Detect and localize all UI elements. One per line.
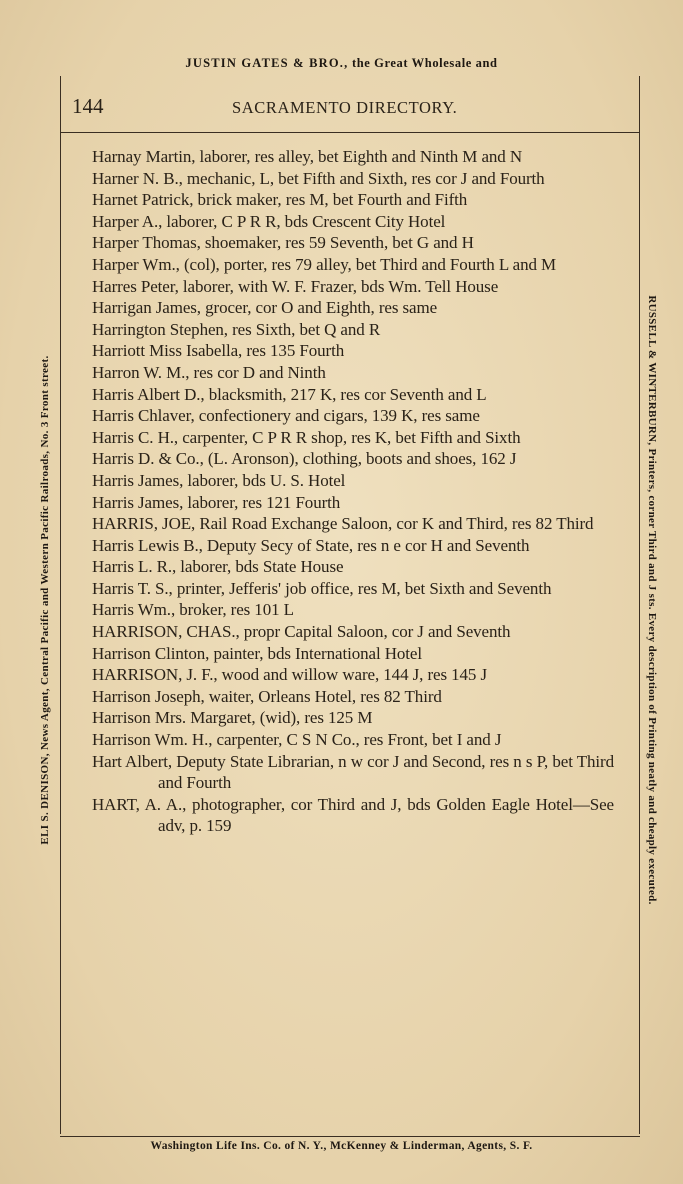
- directory-entry: Harris James, laborer, res 121 Fourth: [92, 492, 341, 512]
- directory-entry: HARRISON, J. F., wood and willow ware, 144 J, res 145 J: [92, 665, 487, 685]
- directory-entry: Harrison Wm. H., carpenter, C S N Co., res Front, bet I and J: [92, 730, 502, 750]
- top-ad-brand: JUSTIN GATES & BRO.,: [185, 56, 349, 70]
- directory-entry: Harner N. B., mechanic, L, bet Fifth and Sixth, res cor J and Fourth: [92, 168, 545, 188]
- header-rule: [60, 132, 640, 133]
- footer-rule: [60, 1136, 640, 1137]
- directory-entry: HARRIS, JOE, Rail Road Exchange Saloon, cor K and Third, res 82 Third: [92, 514, 594, 534]
- right-margin-ad-text: RUSSELL & WINTERBURN, Printers, corner Third and J sts. Every description of Printing neatly and cheaply executed.: [646, 295, 658, 905]
- directory-entry: Harris Albert D., blacksmith, 217 K, res cor Seventh and L: [92, 384, 487, 404]
- directory-entry: HART, A. A., photographer, cor Third and J, bds Golden Eagle Hotel—See adv, p. 159: [92, 794, 614, 836]
- directory-entry: Harriott Miss Isabella, res 135 Fourth: [92, 341, 345, 361]
- directory-entry: Harris Chlaver, confectionery and cigars, 139 K, res same: [92, 406, 480, 426]
- directory-entry: Harnay Martin, laborer, res alley, bet Eighth and Ninth M and N: [92, 147, 523, 166]
- directory-entry: Harper Thomas, shoemaker, res 59 Seventh, bet G and H: [92, 233, 474, 253]
- directory-entry: Harris D. & Co., (L. Aronson), clothing, boots and shoes, 162 J: [92, 449, 517, 469]
- directory-entry: Harris C. H., carpenter, C P R R shop, res K, bet Fifth and Sixth: [92, 427, 521, 447]
- directory-entry: Harnet Patrick, brick maker, res M, bet Fourth and Fifth: [92, 190, 468, 210]
- directory-entry: Harris Wm., broker, res 101 L: [92, 600, 294, 620]
- directory-entry: Harris James, laborer, bds U. S. Hotel: [92, 470, 346, 490]
- directory-entry: Harris T. S., printer, Jefferis' job office, res M, bet Sixth and Seventh: [92, 578, 552, 598]
- directory-entry: Harrington Stephen, res Sixth, bet Q and R: [92, 319, 381, 339]
- running-title: SACRAMENTO DIRECTORY.: [232, 98, 458, 117]
- directory-entries: [92, 146, 614, 837]
- directory-entry: Hart Albert, Deputy State Librarian, n w cor J and Second, res n s P, bet Third and Fourth: [92, 751, 614, 793]
- top-advertisement: [0, 56, 683, 71]
- left-margin-ad-text: ELI S. DENISON, News Agent, Central Pacific and Western Pacific Railroads, No. 3 Front street.: [39, 355, 51, 845]
- directory-entry: Harper A., laborer, C P R R, bds Crescent City Hotel: [92, 211, 446, 231]
- directory-entry: Harrison Mrs. Margaret, (wid), res 125 M: [92, 708, 373, 728]
- directory-entry: Harron W. M., res cor D and Ninth: [92, 362, 326, 382]
- directory-entry: Harper Wm., (col), porter, res 79 alley, bet Third and Fourth L and M: [92, 254, 557, 274]
- directory-entry: Harrison Clinton, painter, bds International Hotel: [92, 643, 422, 663]
- page-number: 144: [72, 94, 104, 118]
- directory-entry: HARRISON, CHAS., propr Capital Saloon, cor J and Seventh: [92, 622, 511, 642]
- bottom-advertisement: Washington Life Ins. Co. of N. Y., McKenney & Linderman, Agents, S. F.: [150, 1140, 533, 1152]
- directory-entry: Harris Lewis B., Deputy Secy of State, res n e cor H and Seventh: [92, 535, 530, 555]
- directory-entry: Harris L. R., laborer, bds State House: [92, 557, 344, 577]
- top-ad-text: the Great Wholesale and: [351, 56, 498, 70]
- directory-entry: Harres Peter, laborer, with W. F. Frazer, bds Wm. Tell House: [92, 276, 499, 296]
- directory-entry: Harrison Joseph, waiter, Orleans Hotel, res 82 Third: [92, 686, 442, 706]
- directory-entry: Harrigan James, grocer, cor O and Eighth, res same: [92, 298, 438, 318]
